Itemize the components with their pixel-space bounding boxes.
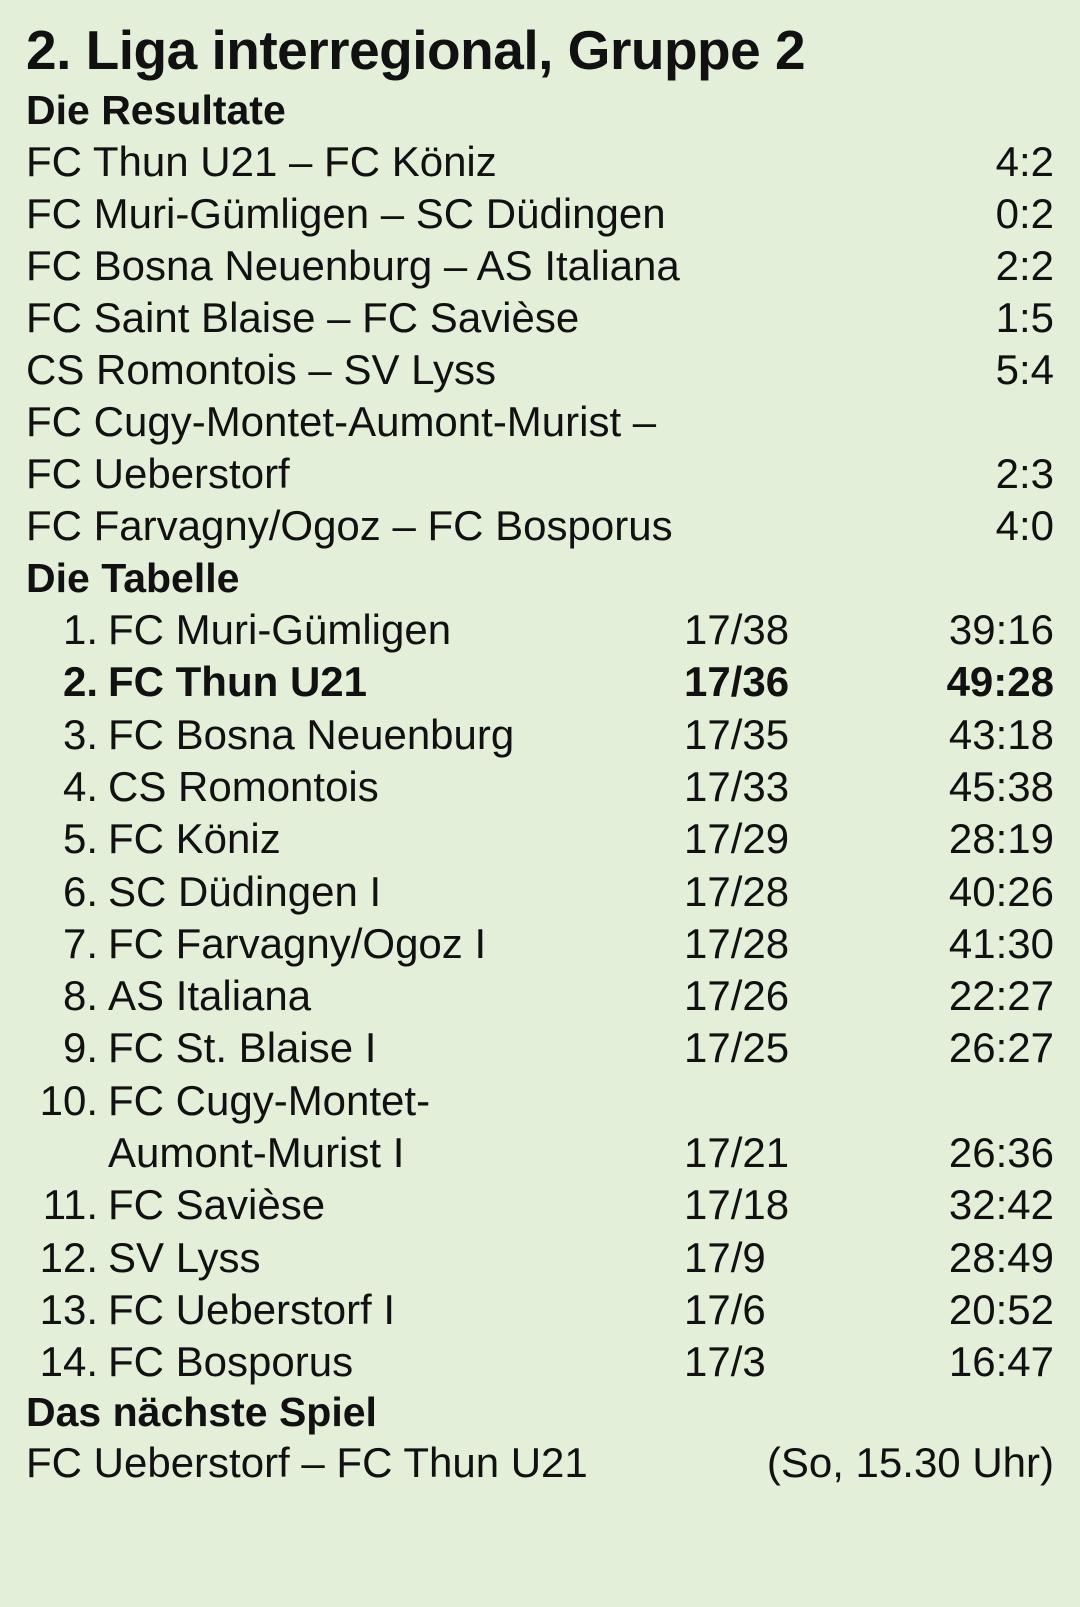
result-row (26, 136, 1054, 188)
table-row (26, 604, 1054, 656)
table-row (26, 813, 1054, 865)
standings-points: 17/3 (684, 1338, 766, 1386)
standings-team: FC Bosna Neuenburg (108, 710, 515, 758)
standings-rank: 14. (39, 1338, 98, 1386)
next-game-row (26, 1438, 1054, 1488)
standings-points: 17/28 (684, 867, 790, 915)
result-score: 5:4 (995, 345, 1054, 393)
result-row (26, 188, 1054, 240)
result-score: 1:5 (995, 293, 1054, 341)
standings-team: FC Köniz (108, 815, 281, 863)
table-row (26, 1336, 1054, 1388)
standings-rank: 7. (62, 919, 98, 967)
standings-goals: 16:47 (948, 1338, 1054, 1386)
standings-goals: 41:30 (948, 919, 1054, 967)
standings-points: 17/35 (684, 710, 790, 758)
result-score: 0:2 (995, 189, 1054, 237)
standings-team: FC Bosporus (108, 1338, 354, 1386)
table-row (26, 1022, 1054, 1074)
table-row (26, 1075, 1054, 1127)
standings-rank: 13. (39, 1285, 98, 1333)
next-game-heading: Das nächste Spiel (26, 1389, 377, 1436)
standings-points (678, 1075, 879, 1127)
standings-goals: 45:38 (948, 763, 1054, 811)
table-row (26, 761, 1054, 813)
standings-team: SV Lyss (108, 1233, 261, 1281)
standings-rank: 4. (62, 763, 98, 811)
next-game-time: (So, 15.30 Uhr) (766, 1439, 1054, 1487)
result-row (26, 292, 1054, 344)
standings-goals: 43:18 (948, 710, 1054, 758)
standings-team: CS Romontois (108, 763, 379, 811)
result-row (26, 448, 1054, 500)
table-row (26, 1284, 1054, 1336)
standings-team: AS Italiana (108, 972, 312, 1020)
table-row (26, 1127, 1054, 1179)
standings-rank: 8. (62, 972, 98, 1020)
result-score: 4:0 (995, 502, 1054, 550)
standings-team: FC Ueberstorf I (108, 1285, 396, 1333)
standings-goals: 28:19 (948, 815, 1054, 863)
standings-rank: 10. (39, 1076, 98, 1124)
table-row (26, 656, 1054, 708)
standings-team: SC Düdingen I (108, 867, 382, 915)
result-match: FC Farvagny/Ogoz – FC Bosporus (26, 502, 673, 550)
result-row (26, 344, 1054, 396)
result-match: FC Cugy-Montet-Aumont-Murist – (26, 398, 657, 446)
standings-goals: 49:28 (946, 658, 1054, 706)
result-match: CS Romontois – SV Lyss (26, 345, 496, 393)
standings-points: 17/38 (684, 606, 790, 654)
standings-team: FC Thun U21 (108, 658, 367, 706)
standings-goals (879, 1075, 1054, 1127)
result-match: FC Ueberstorf (26, 450, 290, 498)
standings-rank: 3. (62, 710, 98, 758)
standings-rank: 2. (62, 658, 98, 706)
results-heading: Die Resultate (26, 86, 286, 133)
table-row (26, 1179, 1054, 1231)
standings-points: 17/33 (684, 763, 790, 811)
standings-team: FC Cugy-Montet- (108, 1076, 431, 1124)
standings-points: 17/9 (684, 1233, 766, 1281)
next-game-fixture: FC Ueberstorf – FC Thun U21 (26, 1439, 588, 1487)
standings-points: 17/25 (684, 1024, 790, 1072)
result-match: FC Muri-Gümligen – SC Düdingen (26, 189, 666, 237)
result-match: FC Saint Blaise – FC Savièse (26, 293, 580, 341)
standings-points: 17/36 (684, 658, 790, 706)
standings-team: FC Savièse (108, 1181, 326, 1229)
standings-rank: 11. (42, 1181, 98, 1229)
result-score: 2:3 (995, 450, 1054, 498)
table-row (26, 970, 1054, 1022)
standings-rank: 1. (62, 606, 98, 654)
result-row (26, 500, 1054, 552)
result-row (26, 240, 1054, 292)
standings-goals: 20:52 (948, 1285, 1054, 1333)
standings-goals: 22:27 (948, 972, 1054, 1020)
result-match: FC Bosna Neuenburg – AS Italiana (26, 241, 680, 289)
standings-team-continuation: Aumont-Murist I (108, 1129, 405, 1176)
result-match: FC Thun U21 – FC Köniz (26, 137, 497, 185)
standings-goals: 28:49 (948, 1233, 1054, 1281)
results-list (26, 136, 1054, 553)
standings-goals: 40:26 (948, 867, 1054, 915)
standings-goals: 26:27 (948, 1024, 1054, 1072)
standings-points: 17/6 (684, 1285, 766, 1333)
standings-rank: 6. (62, 867, 98, 915)
result-row (26, 396, 1054, 448)
standings-points: 17/28 (684, 919, 790, 967)
standings-heading: Die Tabelle (26, 555, 240, 602)
standings-goals: 32:42 (948, 1181, 1054, 1229)
standings-table (26, 604, 1054, 1388)
standings-points: 17/29 (684, 815, 790, 863)
standings-points: 17/18 (684, 1181, 790, 1229)
standings-points: 17/21 (684, 1129, 790, 1176)
standings-rank: 12. (39, 1233, 98, 1281)
standings-goals: 26:36 (948, 1129, 1054, 1176)
table-row (26, 866, 1054, 918)
page-title: 2. Liga interregional, Gruppe 2 (26, 19, 806, 81)
standings-team: FC Farvagny/Ogoz I (108, 919, 487, 967)
result-score: 4:2 (995, 137, 1054, 185)
table-row (26, 709, 1054, 761)
standings-goals: 39:16 (948, 606, 1054, 654)
result-score: 2:2 (995, 241, 1054, 289)
standings-rank: 5. (62, 815, 98, 863)
table-row (26, 1232, 1054, 1284)
standings-team: FC St. Blaise I (108, 1024, 377, 1072)
standings-points: 17/26 (684, 972, 790, 1020)
standings-rank: 9. (62, 1024, 98, 1072)
standings-rank-continuation (26, 1127, 108, 1179)
standings-team: FC Muri-Gümligen (108, 606, 452, 654)
table-row (26, 918, 1054, 970)
